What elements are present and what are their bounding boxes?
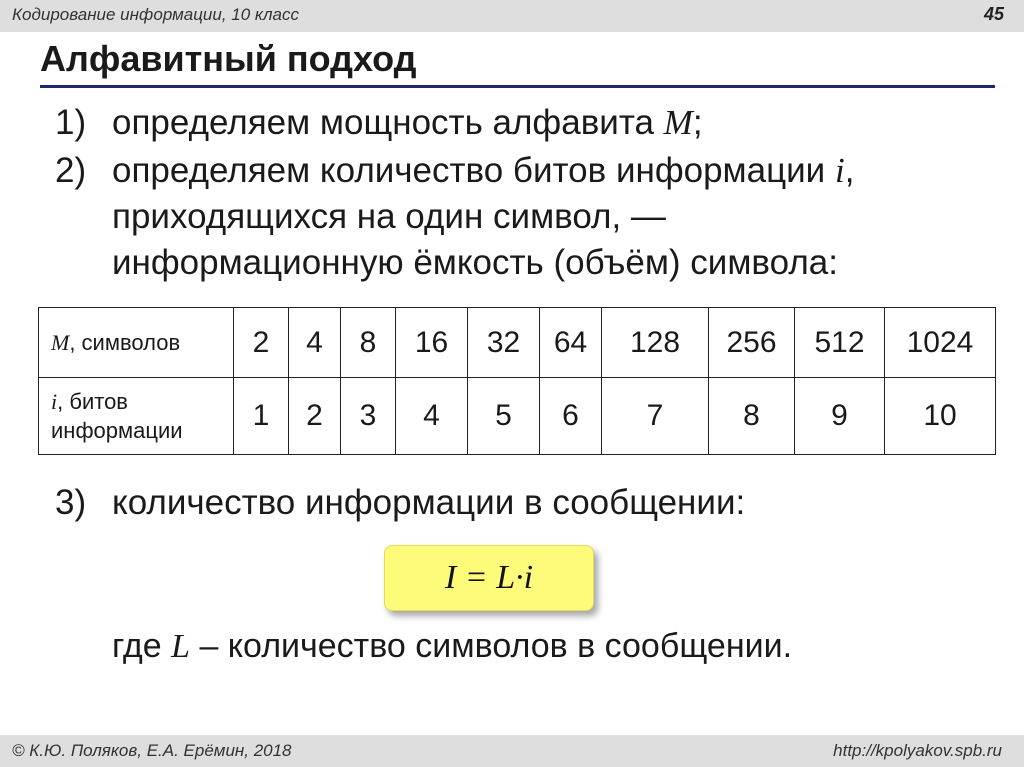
table-cell: 64 xyxy=(540,308,602,378)
header-bar xyxy=(0,0,1024,32)
step-1-variable: M xyxy=(663,103,693,142)
step-1-text-main: определяем мощность алфавита xyxy=(112,103,664,142)
step-1-text xyxy=(112,100,703,146)
table-cell: 1 xyxy=(234,378,289,455)
slide-title: Алфавитный подход xyxy=(40,38,417,79)
table-cell: 32 xyxy=(468,308,540,378)
step-1-number: 1) xyxy=(55,103,87,142)
table-cell: 10 xyxy=(885,378,996,455)
formula-explanation xyxy=(112,627,792,666)
footer-authors: © К.Ю. Поляков, Е.А. Ерёмин, 2018 xyxy=(12,741,292,760)
table-row-bits xyxy=(39,378,996,455)
slide-number: 45 xyxy=(983,4,1004,24)
row-header-label-information: информации xyxy=(51,418,183,443)
step-1-text-end: ; xyxy=(692,103,703,142)
table-cell: 6 xyxy=(540,378,602,455)
row-header-bits xyxy=(39,378,234,455)
table-cell: 2 xyxy=(289,378,341,455)
table-cell: 3 xyxy=(341,378,396,455)
table-cell: 1024 xyxy=(885,308,996,378)
table-cell: 5 xyxy=(468,378,540,455)
course-title: Кодирование информации, 10 класс xyxy=(12,5,299,24)
table-cell: 2 xyxy=(234,308,289,378)
table-cell: 4 xyxy=(396,378,468,455)
formula-box: I = L·i xyxy=(384,545,594,611)
row-header-variable-i: i xyxy=(51,389,58,414)
table-cell: 16 xyxy=(396,308,468,378)
step-2-number: 2) xyxy=(55,151,87,190)
explanation-text: – количество символов в сообщении. xyxy=(190,627,793,665)
row-header-variable-m: M xyxy=(51,330,70,355)
step-3-number: 3) xyxy=(55,483,87,522)
footer-bar xyxy=(0,735,1024,767)
table-row-alphabet-size xyxy=(39,308,996,378)
explanation-variable: L xyxy=(171,628,190,665)
row-header-label-bits: , битов xyxy=(57,389,128,414)
table-cell: 7 xyxy=(602,378,709,455)
table-cell: 128 xyxy=(602,308,709,378)
step-2-line-3: информационную ёмкость (объём) символа: xyxy=(112,243,838,282)
step-2-variable: i xyxy=(834,151,845,190)
step-2-line-1-main: определяем количество битов информации xyxy=(112,151,835,190)
step-3-text: количество информации в сообщении: xyxy=(112,483,746,522)
table-cell: 8 xyxy=(341,308,396,378)
row-header-alphabet-size xyxy=(39,308,234,378)
table-cell: 512 xyxy=(795,308,885,378)
step-2-line-1-end: , xyxy=(844,151,855,190)
table-cell: 8 xyxy=(709,378,795,455)
alphabet-table xyxy=(38,307,996,455)
footer-site-link[interactable]: http://kpolyakov.spb.ru xyxy=(833,741,1002,760)
step-2-line-2: приходящихся на один символ, — xyxy=(112,197,666,236)
table-cell: 4 xyxy=(289,308,341,378)
row-header-label-symbols: , символов xyxy=(69,330,181,355)
table-cell: 9 xyxy=(795,378,885,455)
table-cell: 256 xyxy=(709,308,795,378)
explanation-prefix: где xyxy=(112,627,172,665)
title-underline xyxy=(40,85,995,88)
step-2-line-1 xyxy=(112,148,854,194)
